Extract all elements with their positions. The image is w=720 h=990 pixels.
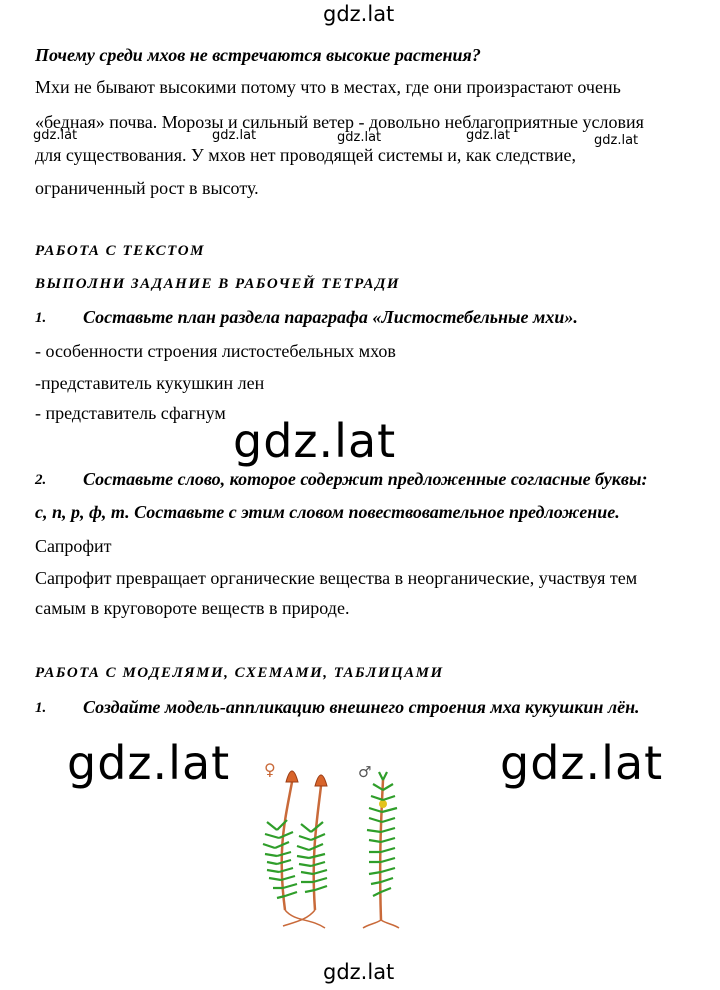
task2-sentence-line-1: Сапрофит превращает органические вещества в неорганические, участвуя тем <box>35 568 638 588</box>
question: Почему среди мхов не встречаются высокие растения? <box>35 45 481 65</box>
task2-text-line-2: с, п, р, ф, т. Составьте с этим словом повествовательное предложение. <box>35 502 620 522</box>
female-symbol: ♀ <box>264 760 276 779</box>
task2-sentence-line-2: самым в круговороте веществ в природе. <box>35 598 350 618</box>
plan-item-1: - особенности строения листостебельных мхов <box>35 341 396 361</box>
male-symbol: ♂ <box>358 763 372 781</box>
answer-line-2: «бедная» почва. Морозы и сильный ветер - довольно неблагоприятные условия <box>35 112 644 132</box>
task2-text-line-1: Составьте слово, которое содержит предложенные согласные буквы: <box>83 469 648 489</box>
answer-line-1: Мхи не бывают высокими потому что в местах, где они произрастают очень <box>35 77 621 97</box>
watermark-bottom: gdz.lat <box>323 960 395 984</box>
watermark-small-2: gdz.lat <box>212 128 257 143</box>
plan-item-2: -представитель кукушкин лен <box>35 373 265 393</box>
watermark-small-4: gdz.lat <box>466 128 511 143</box>
plan-item-3: - представитель сфагнум <box>35 403 226 423</box>
task1-text: Составьте план раздела параграфа «Листостебельные мхи». <box>83 307 578 327</box>
watermark-big-right: gdz.lat <box>500 736 664 790</box>
section2-task1-number: 1. <box>35 700 47 716</box>
watermark-big-left: gdz.lat <box>67 736 231 790</box>
section1-heading: РАБОТА С ТЕКСТОМ <box>35 243 205 259</box>
answer-line-4: ограниченный рост в высоту. <box>35 178 259 198</box>
task1-number: 1. <box>35 310 47 326</box>
watermark-top: gdz.lat <box>323 2 395 26</box>
section2-task1-text: Создайте модель-аппликацию внешнего строения мха кукушкин лён. <box>83 697 640 717</box>
section2-heading: РАБОТА С МОДЕЛЯМИ, СХЕМАМИ, ТАБЛИЦАМИ <box>35 665 444 681</box>
task2-number: 2. <box>35 472 47 488</box>
moss-illustration <box>255 760 415 930</box>
watermark-small-3: gdz.lat <box>337 130 382 145</box>
section1-subheading: ВЫПОЛНИ ЗАДАНИЕ В РАБОЧЕЙ ТЕТРАДИ <box>35 276 401 292</box>
task2-word: Сапрофит <box>35 536 112 556</box>
watermark-small-5: gdz.lat <box>594 133 639 148</box>
watermark-small-1: gdz.lat <box>33 128 78 143</box>
watermark-big-center: gdz.lat <box>233 414 397 468</box>
answer-line-3: для существования. У мхов нет проводящей системы и, как следствие, <box>35 145 576 165</box>
